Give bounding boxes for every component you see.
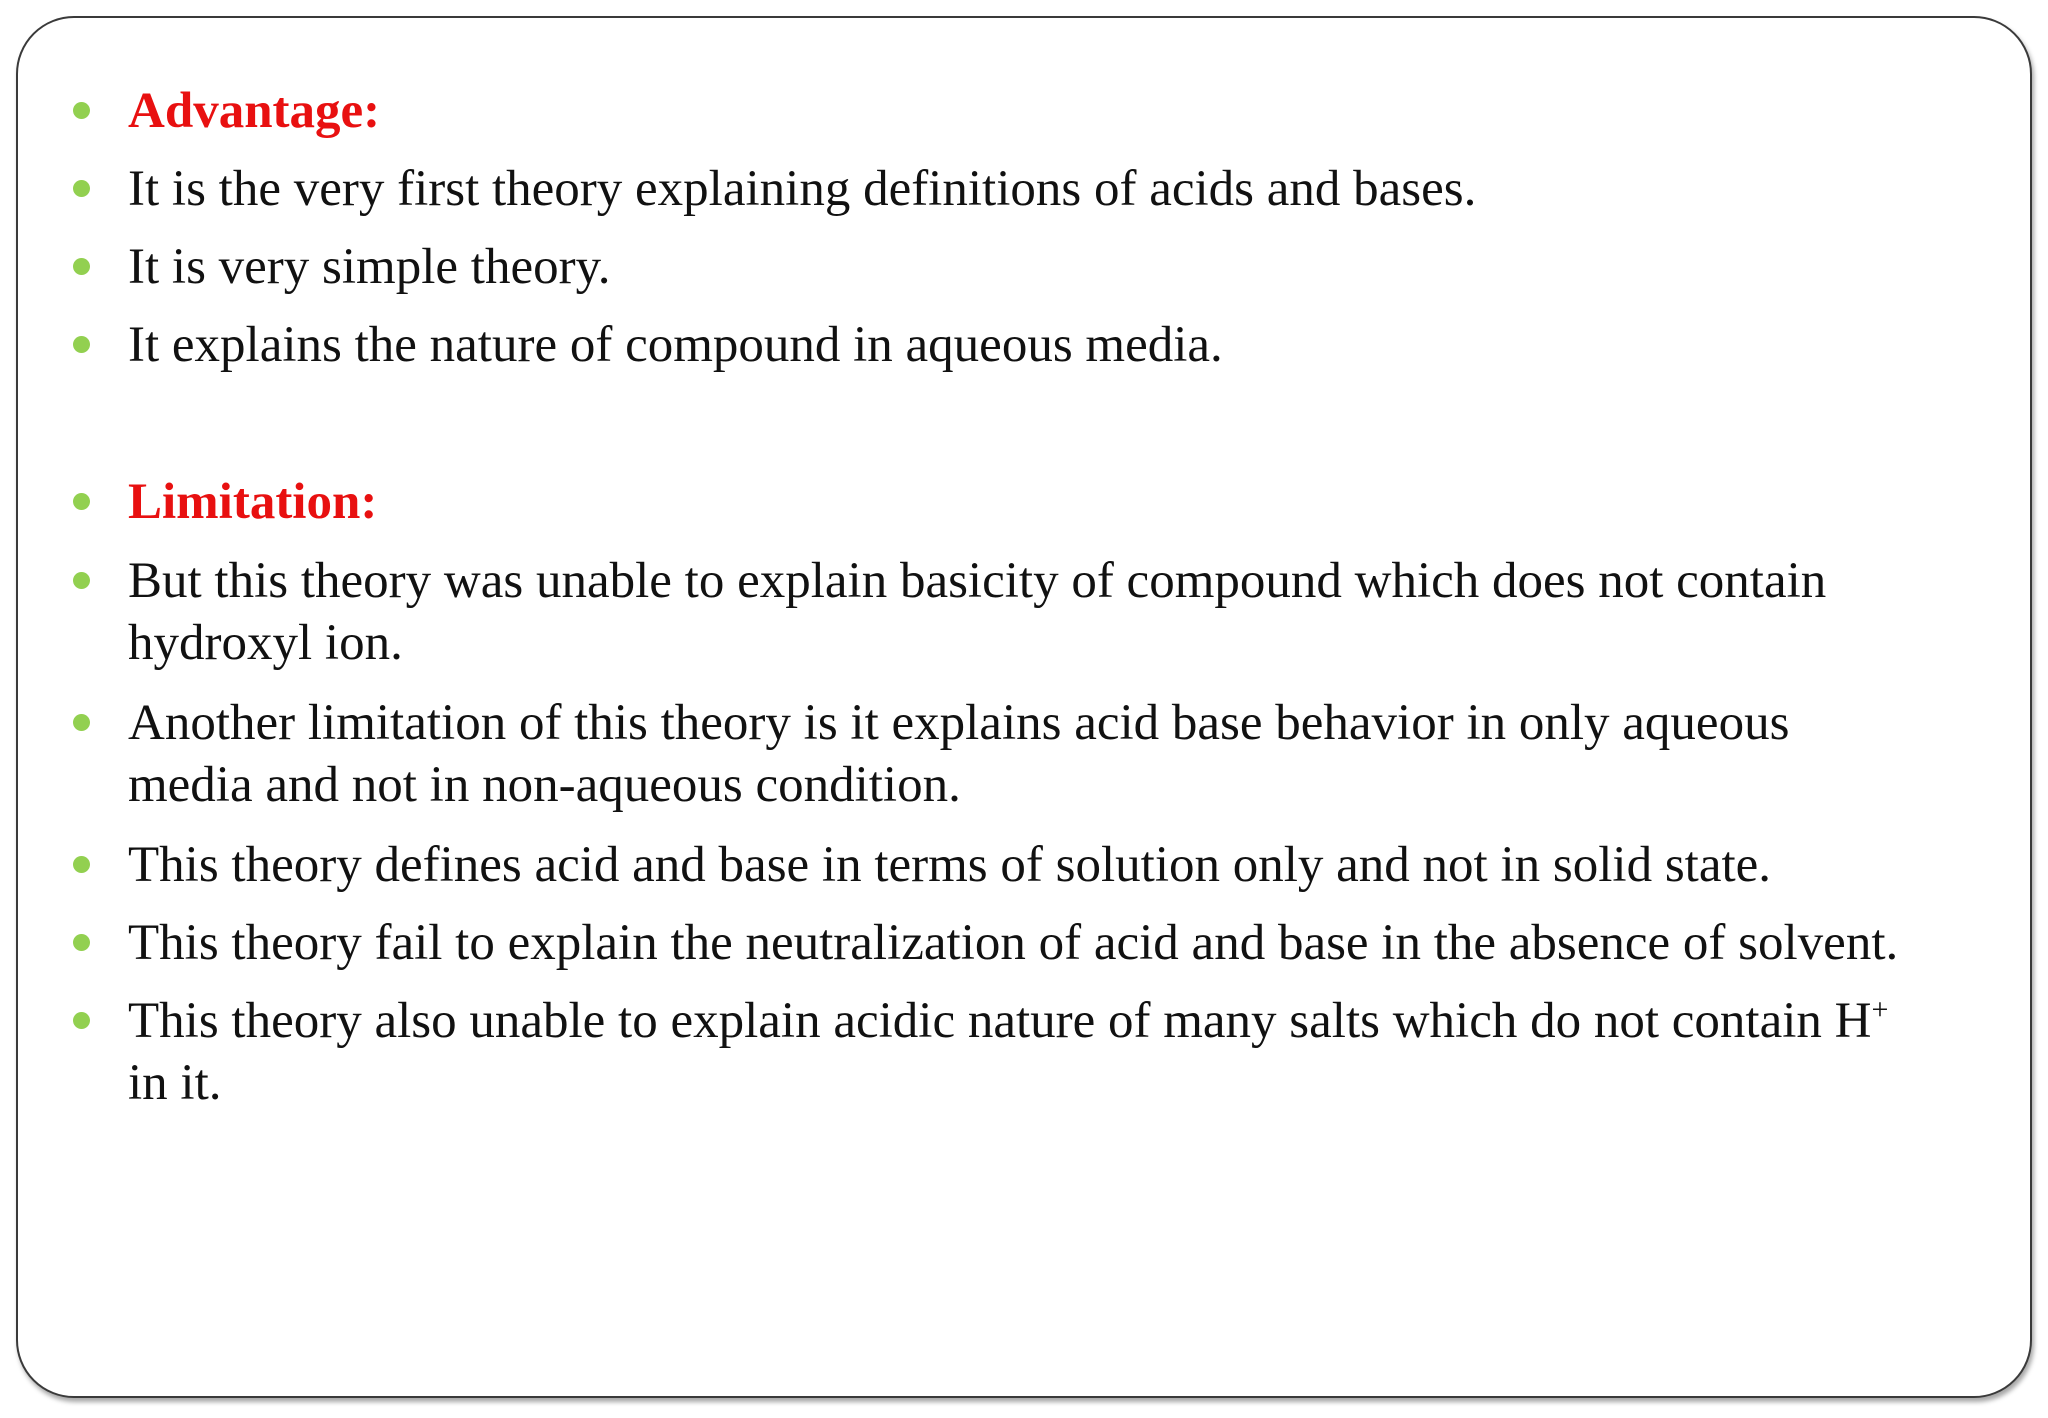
- advantage-item-text: It is the very first theory explaining definitions of acids and bases.: [128, 161, 1477, 217]
- limitation-item-line: hydroxyl ion.: [128, 615, 403, 671]
- bullet-icon: [73, 336, 90, 353]
- limitation-item-line: This theory also unable to explain acidic nature of many salts which do not contain H: [128, 993, 1872, 1049]
- advantage-item-text: It explains the nature of compound in aqueous media.: [128, 317, 1223, 373]
- bullet-icon: [73, 180, 90, 197]
- slide-frame: [16, 16, 2032, 1398]
- bullet-icon: [73, 572, 90, 589]
- bullet-icon: [73, 856, 90, 873]
- limitation-item-line: Another limitation of this theory is it explains acid base behavior in only aqueous: [128, 695, 1790, 751]
- limitation-heading: Limitation:: [128, 474, 378, 530]
- superscript-plus: +: [1871, 993, 1889, 1026]
- limitation-item-line: media and not in non-aqueous condition.: [128, 757, 961, 813]
- limitation-item-line: But this theory was unable to explain basicity of compound which does not contain: [128, 553, 1827, 609]
- limitation-item-text: [128, 550, 1960, 674]
- limitation-item-text: [128, 990, 1960, 1114]
- bullet-icon: [73, 714, 90, 731]
- limitation-item-line: in it.: [128, 1055, 222, 1111]
- limitation-item-text: This theory defines acid and base in terms of solution only and not in solid state.: [128, 837, 1772, 893]
- bullet-icon: [73, 1012, 90, 1029]
- limitation-item-text: This theory fail to explain the neutralization of acid and base in the absence of solvent.: [128, 915, 1899, 971]
- bullet-icon: [73, 493, 90, 510]
- bullet-icon: [73, 102, 90, 119]
- bullet-icon: [73, 934, 90, 951]
- advantage-item-text: It is very simple theory.: [128, 239, 611, 295]
- bullet-icon: [73, 258, 90, 275]
- limitation-item-text: [128, 692, 1960, 816]
- advantage-heading: Advantage:: [128, 83, 381, 139]
